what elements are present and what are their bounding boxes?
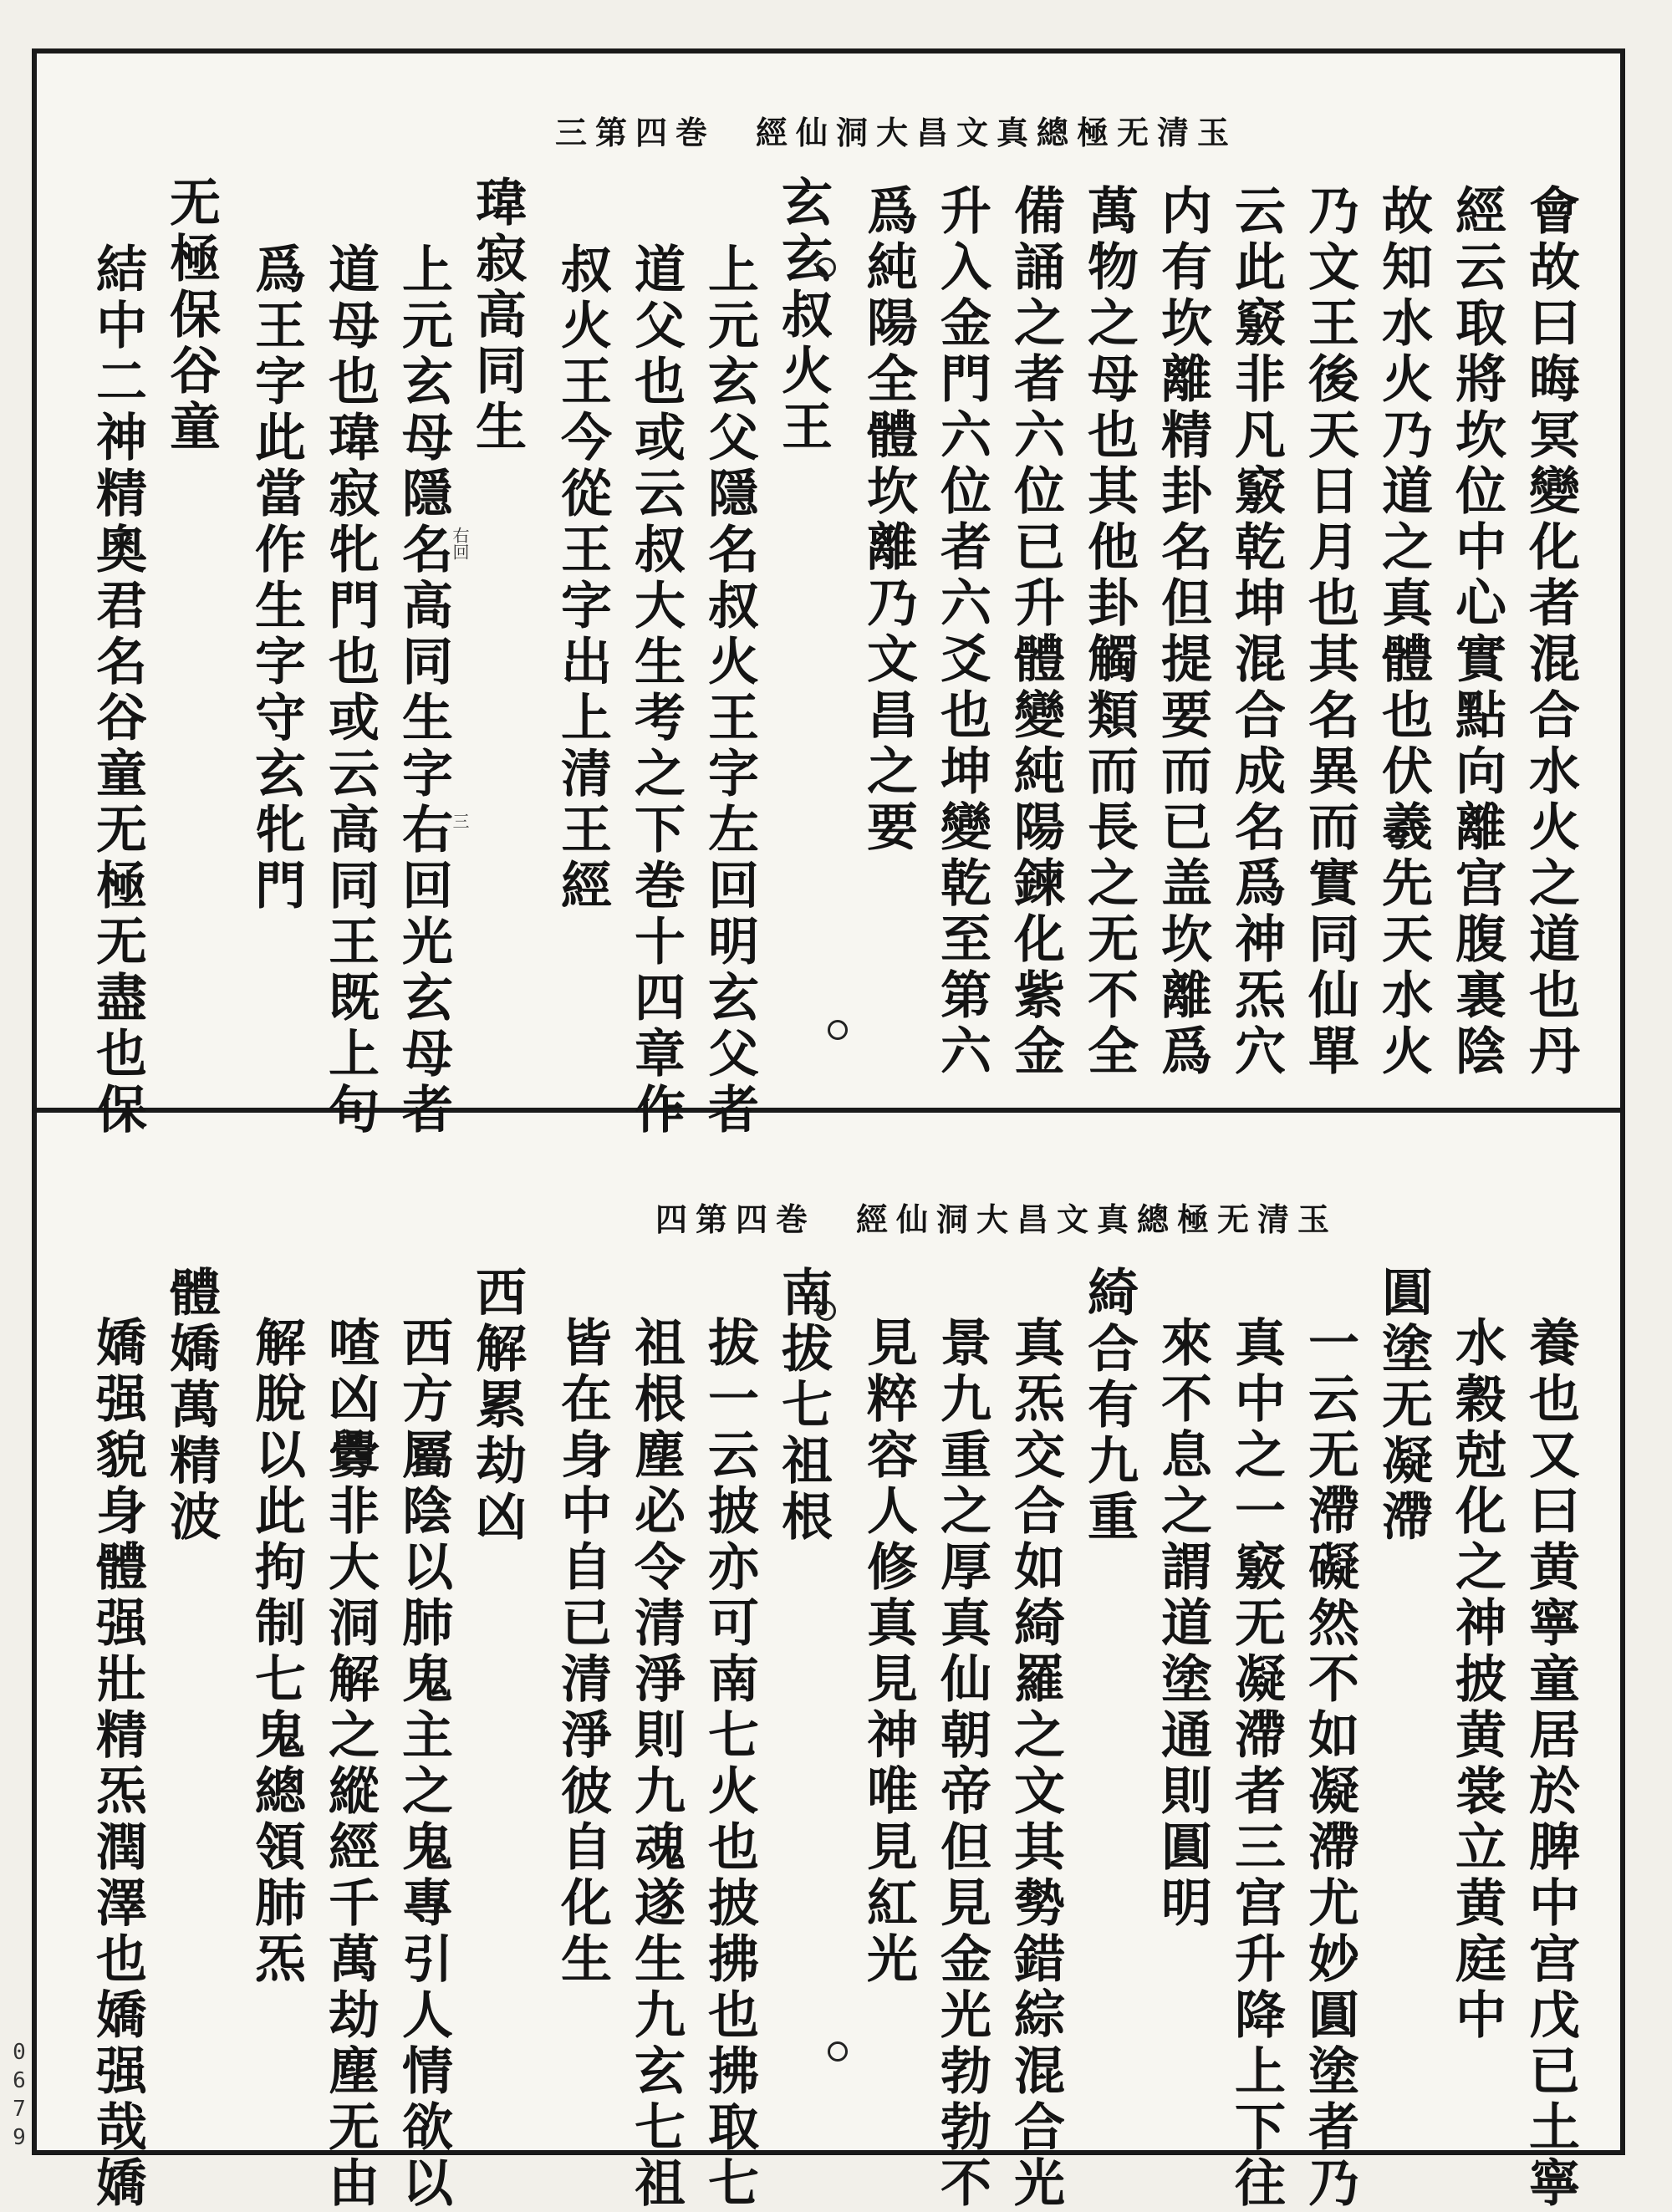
bottom-page <box>42 1117 1613 2212</box>
top-column-4: 乃文王後天日月也其名異而實同仙單 <box>1300 184 1359 1080</box>
bottom-column-17: 喳凶釁非大洞解之縱經千萬劫塵无由 <box>320 1316 380 2212</box>
top-column-15: 瑋寂高同生 <box>467 176 527 456</box>
page-number: 0679 <box>7 2040 32 2153</box>
bottom-column-1: 養也又曰黄寧童居於脾中宫戊已土寧 <box>1521 1316 1580 2212</box>
top-column-11: 玄玄叔火王 <box>773 176 833 456</box>
bottom-column-16: 西方屬陰以肺鬼主之鬼專引人情欲以 <box>394 1316 453 2212</box>
bottom-column-11: 南拔七祖根 <box>773 1266 833 1546</box>
bottom-column-13: 祖根塵必令清淨則九魂遂生九玄七祖 <box>626 1316 686 2212</box>
top-column-7: 萬物之母也其他卦觸類而長之无不全 <box>1079 184 1139 1080</box>
bottom-column-2: 水穀尅化之神披黄裳立黄庭中 <box>1447 1316 1506 2044</box>
top-column-14: 叔火王今從王字出上清王經 <box>553 242 612 915</box>
top-column-12: 上元玄父隱名叔火王字左回明玄父者 <box>700 242 759 1139</box>
bottom-column-18: 解脫以此拘制七鬼總領肺炁 <box>247 1316 306 1988</box>
top-header: 玉清无極總真文昌大洞仙經 巻四第三 <box>554 114 1237 151</box>
top-column-9: 升入金門六位者六爻也坤變乾至第六 <box>932 184 991 1080</box>
bottom-header: 玉清无極總真文昌大洞仙經 巻四第四 <box>655 1200 1338 1238</box>
panel-divider <box>32 1108 1625 1113</box>
bottom-column-10: 見粹容人修真見神唯見紅光 <box>859 1316 918 1988</box>
top-column-2: 經云取將坎位中心實點向離宫腹裏陰 <box>1447 184 1506 1080</box>
top-column-20: 結中二神精奧君名谷童无極无盡也保 <box>88 242 147 1139</box>
bottom-column-7: 綺合有九重 <box>1079 1266 1139 1546</box>
top-margin-note: 三 <box>450 813 470 829</box>
top-column-10: 爲純陽全體坎離乃文昌之要 <box>859 184 918 856</box>
top-small-note: 右回 <box>450 527 470 560</box>
punctuation-circle <box>816 257 836 278</box>
top-column-3: 故知水火乃道之真體也伏羲先天水火 <box>1374 184 1433 1080</box>
bottom-column-5: 真中之一竅无凝滯者三宫升降上下往 <box>1226 1316 1286 2212</box>
top-column-16: 上元玄母隱名高同生字右回光玄母者 <box>394 242 453 1139</box>
punctuation-circle <box>816 1301 836 1321</box>
top-column-5: 云此竅非凡竅乾坤混合成名爲神炁穴 <box>1226 184 1286 1080</box>
top-page <box>42 59 1613 1139</box>
top-column-19: 无極保谷童 <box>161 176 221 456</box>
punctuation-circle <box>828 2041 848 2062</box>
bottom-column-6: 來不息之謂道塗通則圓明 <box>1153 1316 1212 1932</box>
bottom-column-9: 景九重之厚真仙朝帝但見金光勃勃不 <box>932 1316 991 2212</box>
top-column-18: 爲王字此當作生字守玄牝門 <box>247 242 306 915</box>
top-column-6: 内有坎離精卦名但提要而已盖坎離爲 <box>1153 184 1212 1080</box>
bottom-column-14: 皆在身中自已清淨彼自化生 <box>553 1316 612 1988</box>
top-column-13: 道父也或云叔大生考之下巻十四章作 <box>626 242 686 1139</box>
bottom-column-8: 真炁交合如綺羅之文其勢錯綜混合光 <box>1006 1316 1065 2212</box>
bottom-column-15: 西解累劫凶 <box>467 1266 527 1546</box>
punctuation-circle <box>828 1020 848 1040</box>
top-column-17: 道母也瑋寂牝門也或云高同王既上句 <box>320 242 380 1139</box>
bottom-column-3: 圓塗无凝滯 <box>1374 1266 1433 1546</box>
bottom-column-19: 體嬌萬精波 <box>161 1266 221 1546</box>
top-column-8: 備誦之者六位已升體變純陽鍊化紫金 <box>1006 184 1065 1080</box>
bottom-column-20: 嬌强貌身體强壯精炁潤澤也嬌强哉嬌 <box>88 1316 147 2212</box>
bottom-column-4: 一云无滯礙然不如凝滯尤妙圓塗者乃 <box>1300 1316 1359 2212</box>
top-column-1: 會故曰晦冥變化者混合水火之道也丹 <box>1521 184 1580 1080</box>
bottom-column-12: 拔一云披亦可南七火也披拂也拂取七 <box>700 1316 759 2212</box>
